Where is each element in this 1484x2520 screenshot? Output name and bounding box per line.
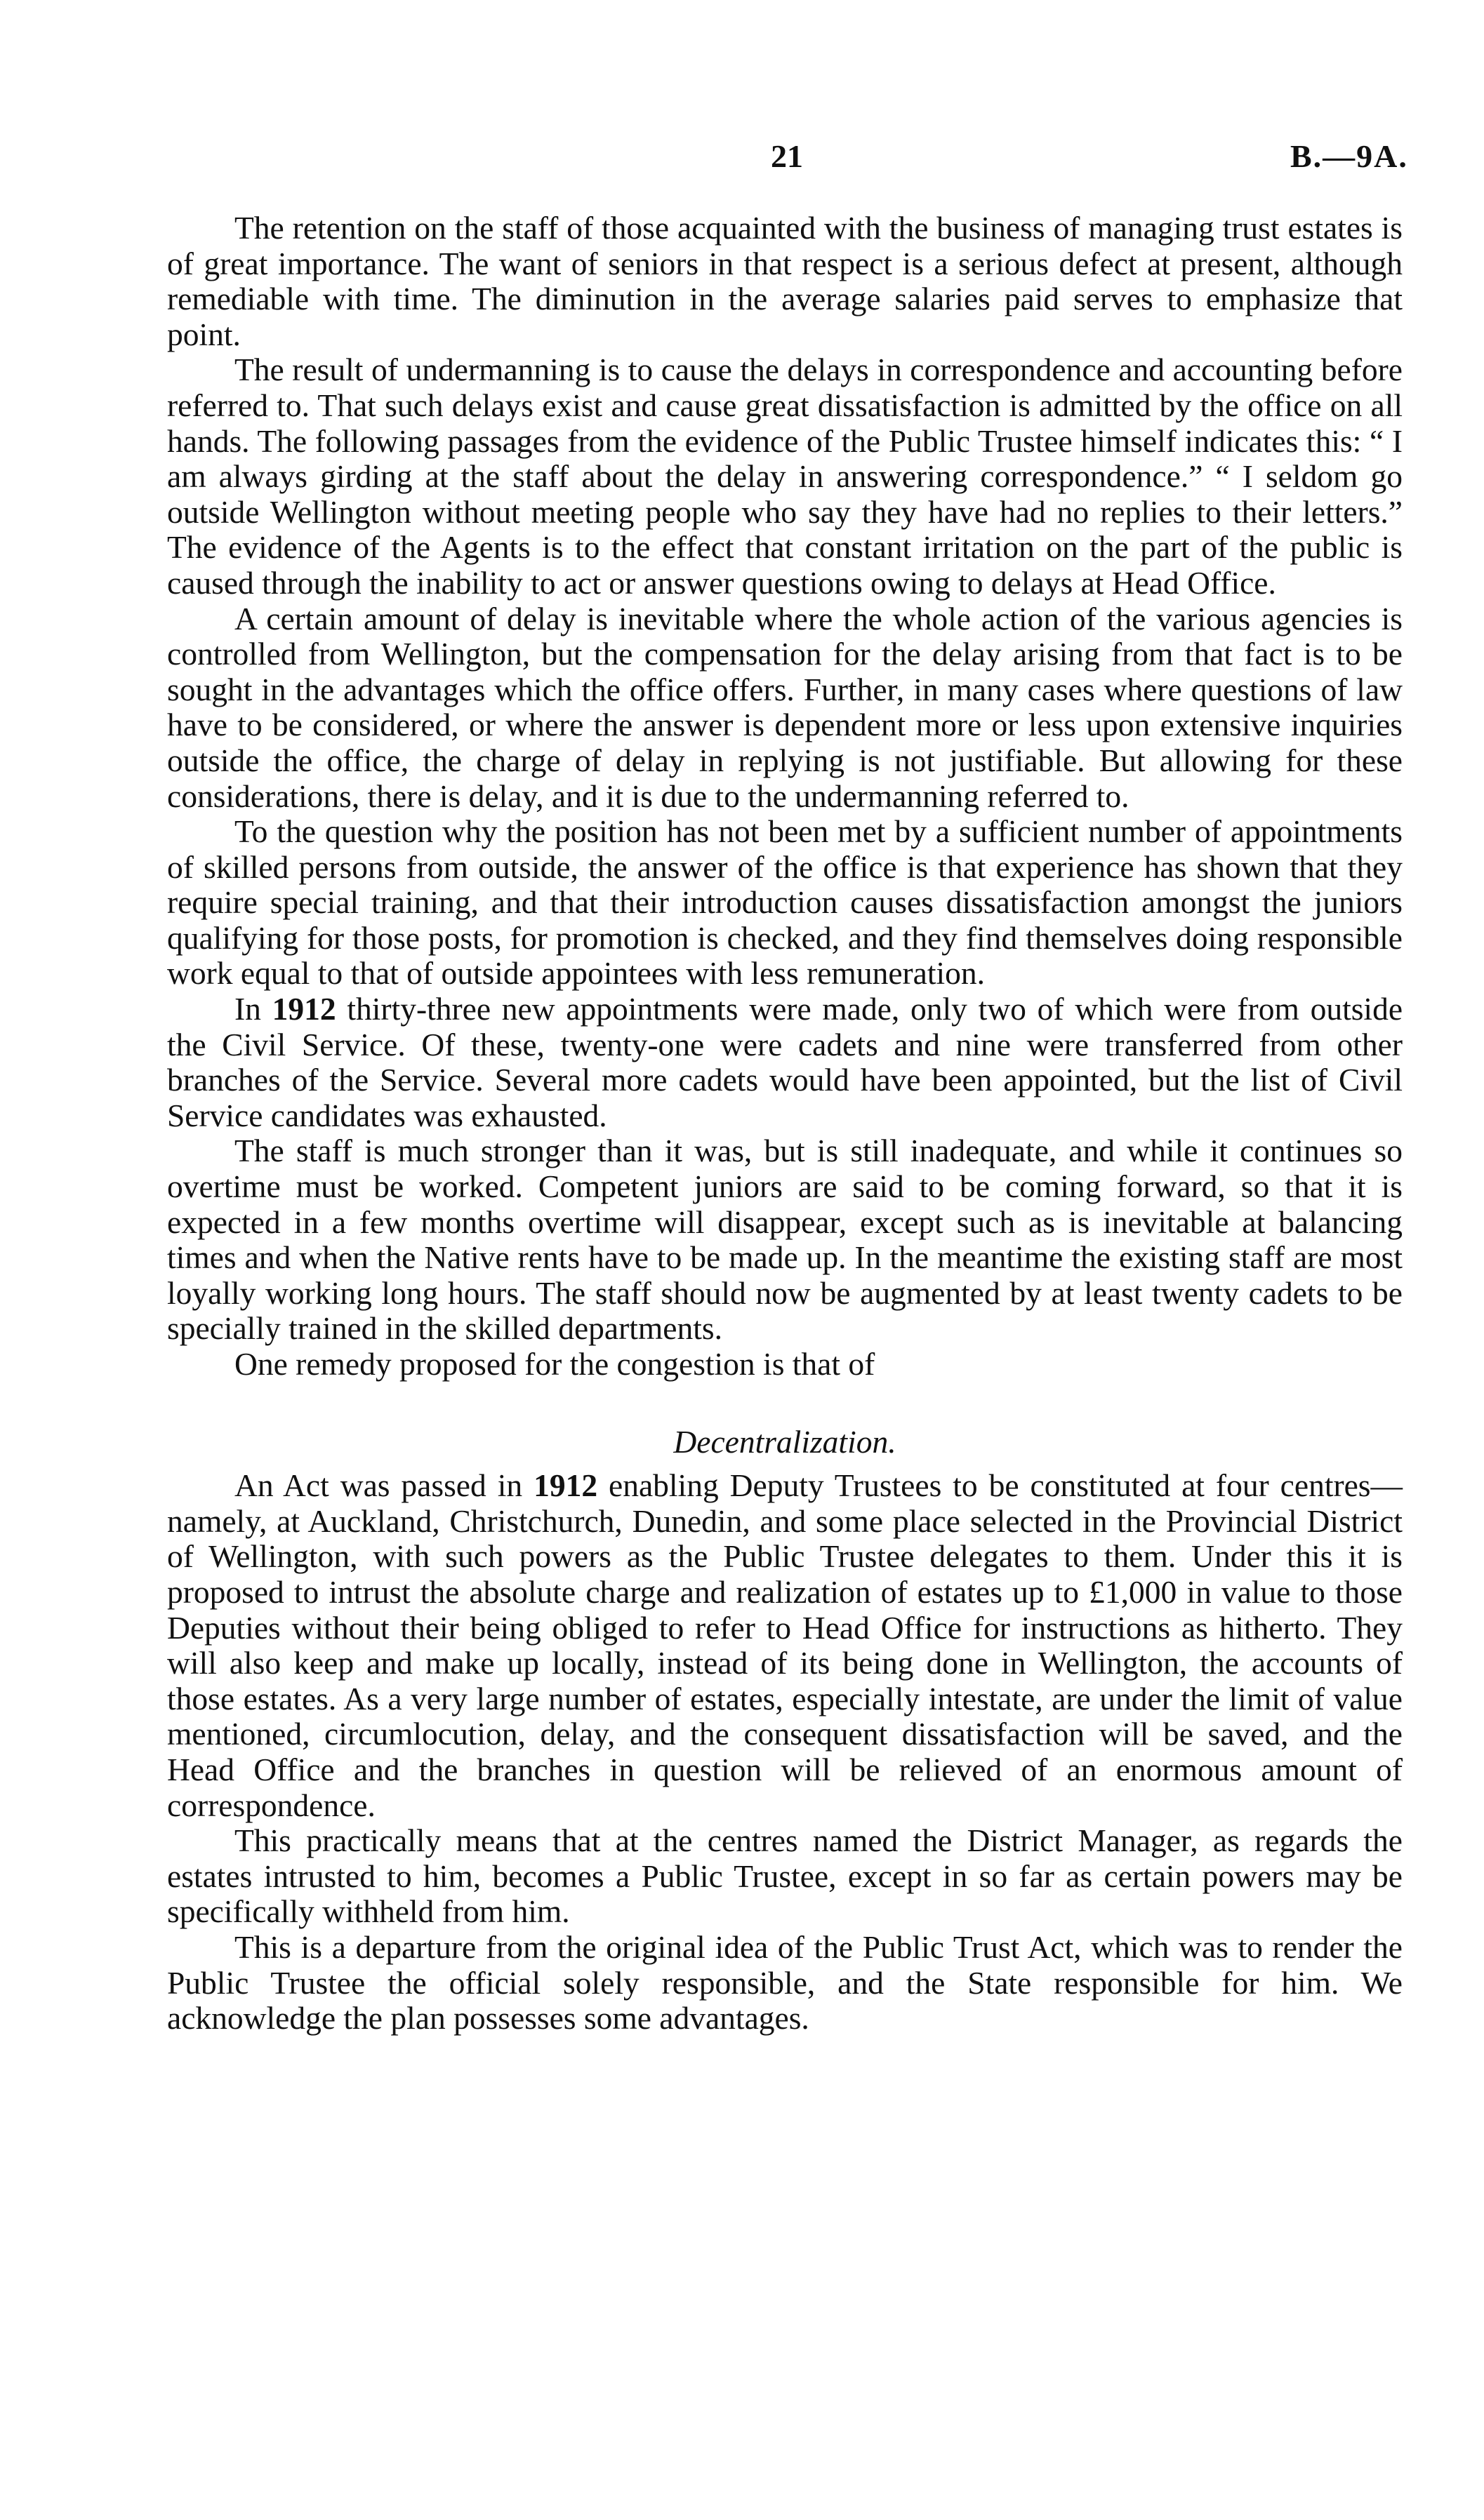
- year: 1912: [272, 991, 336, 1027]
- document-reference: B.—9A.: [1290, 138, 1408, 174]
- paragraph: The retention on the staff of those acquainted with the business of managing trust estates is of great importance. The want of seniors in that respect is a serious defect at present, although remediable with time. The diminution in the average salaries paid serves to emphasize that point.: [167, 210, 1403, 352]
- year: 1912: [534, 1467, 598, 1504]
- section-heading: Decentralization.: [673, 1423, 896, 1460]
- body-text: [167, 211, 1403, 2036]
- paragraph: One remedy proposed for the congestion is that of: [234, 1346, 875, 1382]
- paragraph: The staff is much stronger than it was, but is still inadequate, and while it continues so overtime must be worked. Competent juniors are said to be coming forward, so that it is expected in a few months overtime will disappear, except such as is inevitable at balancing times and when the Native rents have to be made up. In the meantime the existing staff are most loyally working long hours. The staff should now be augmented by at least twenty cadets to be specially trained in the skilled departments.: [167, 1133, 1403, 1347]
- paragraph: The result of undermanning is to cause the delays in correspondence and accounting before referred to. That such delays exist and cause great dissatisfaction is admitted by the office on all hands. The following passages from the evidence of the Public Trustee himself indicates this: “ I am always girding at the staff about the delay in answering correspondence.” “ I seldom go outside Wellington without meeting people who say they have had no replies to their letters.” The evidence of the Agents is to the effect that constant irritation on the part of the public is caused through the inability to act or answer questions owing to delays at Head Office.: [167, 352, 1403, 601]
- page-header: [0, 138, 1484, 180]
- paragraph: To the question why the position has not been met by a sufficient number of appointments of skilled persons from outside, the answer of the office is that experience has shown that they require special training, and that their introduction causes dissatisfaction amongst the juniors qualifying for those posts, for promotion is checked, and they find themselves doing responsible work equal to that of outside appointees with less remuneration.: [167, 813, 1403, 992]
- paragraph: This practically means that at the centres named the District Manager, as regards the estates intrusted to him, becomes a Public Trustee, except in so far as certain powers may be specifically withheld from him.: [167, 1822, 1403, 1930]
- paragraph: A certain amount of delay is inevitable where the whole action of the various agencies is controlled from Wellington, but the compensation for the delay arising from that fact is to be sought in the advantages which the office offers. Further, in many cases where questions of law have to be considered, or where the answer is dependent more or less upon extensive inquiries outside the office, the charge of delay in replying is not justifiable. But allowing for these considerations, there is delay, and it is due to the undermanning referred to.: [167, 600, 1403, 814]
- paragraph: This is a departure from the original idea of the Public Trust Act, which was to render the Public Trustee the official solely responsible, and the State responsible for him. We acknowledge the plan possesses some advantages.: [167, 1928, 1403, 2036]
- paragraph: In 1912 thirty-three new appointments were made, only two of which were from outside the Civil Service. Of these, twenty-one were cadets and nine were transferred from other branches of the Service. Several more cadets would have been appointed, but the list of Civil Service candidates was exhausted.: [167, 991, 1403, 1133]
- page-number: 21: [771, 138, 803, 174]
- paragraph: An Act was passed in 1912 enabling Deputy Trustees to be constituted at four centres—namely, at Auckland, Christchurch, Dunedin, and some place selected in the Provincial District of Wellington, with such powers as the Public Trustee delegates to them. Under this it is proposed to intrust the absolute charge and realization of estates up to £1,000 in value to those Deputies without their being obliged to refer to Head Office for instructions as hitherto. They will also keep and make up locally, instead of its being done in Wellington, the accounts of those estates. As a very large number of estates, especially intestate, are under the limit of value mentioned, circumlocution, delay, and the consequent dissatisfaction will be saved, and the Head Office and the branches in question will be relieved of an enormous amount of correspondence.: [167, 1467, 1403, 1823]
